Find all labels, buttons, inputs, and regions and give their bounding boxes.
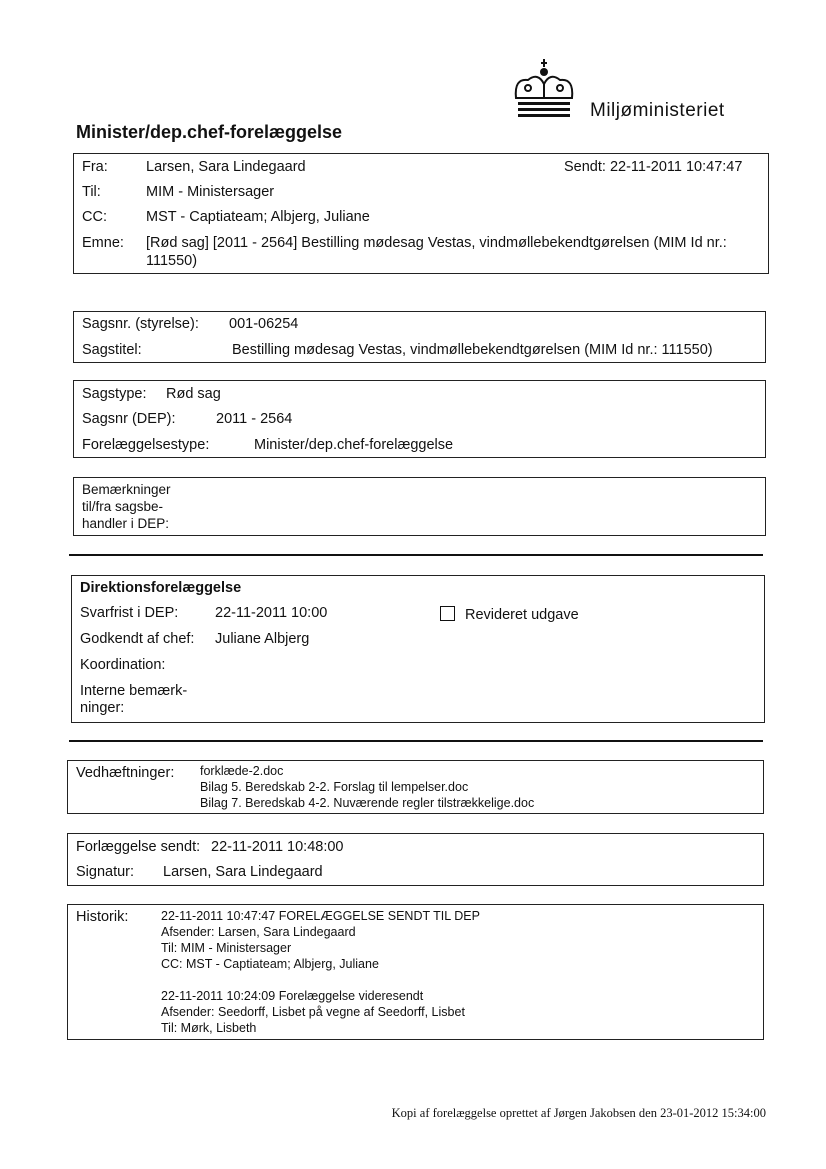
attachments-label: Vedhæftninger: [76,765,175,781]
to-value: MIM - Ministersager [146,184,275,200]
attachment-item: forklæde-2.doc [200,764,284,778]
history-entry-line: Til: MIM - Ministersager [161,941,292,955]
cc-label: CC: [82,209,107,225]
casetype-label: Sagstype: [82,386,147,402]
remarks-line-2: til/fra sagsbe- [82,499,164,514]
signature-label: Signatur: [76,864,135,880]
subject-line-1: [Rød sag] [2011 - 2564] Bestilling mødesag Vestas, vindmøllebekendtgørelsen (MIM Id nr.: [146,235,727,251]
approved-value: Juliane Albjerg [215,631,310,647]
history-entry-line: 22-11-2011 10:24:09 Forelæggelse videresendt [161,989,424,1003]
deadline-label: Svarfrist i DEP: [80,605,179,621]
internal-line-1: Interne bemærk- [80,683,188,699]
case-no-value: 001-06254 [229,316,299,332]
case-title-label: Sagstitel: [82,342,142,358]
from-value: Larsen, Sara Lindegaard [146,159,306,175]
attachment-item: Bilag 7. Beredskab 4-2. Nuværende regler tilstrækkelige.doc [200,796,535,810]
direction-box [71,575,765,723]
deadline-value: 22-11-2011 10:00 [215,605,328,621]
history-entry-line: 22-11-2011 10:47:47 FORELÆGGELSE SENDT TIL DEP [161,909,480,923]
sent-timestamp: Sendt: 22-11-2011 10:47:47 [564,159,743,175]
case-no-label: Sagsnr. (styrelse): [82,316,199,332]
attachment-item: Bilag 5. Beredskab 2-2. Forslag til lempelser.doc [200,780,469,794]
divider-1 [69,554,763,556]
subject-line-2: 111550) [146,253,198,269]
internal-line-2: ninger: [80,700,125,716]
kind-label: Forelæggelsestype: [82,437,210,453]
checkbox-icon[interactable] [440,606,455,621]
case-title-value: Bestilling mødesag Vestas, vindmøllebekendtgørelsen (MIM Id nr.: 111550) [232,342,713,358]
from-label: Fra: [82,159,108,175]
history-entry-line: Til: Mørk, Lisbeth [161,1021,257,1035]
crown-logo-icon [508,58,580,122]
dep-no-label: Sagsnr (DEP): [82,411,176,427]
dep-no-value: 2011 - 2564 [216,411,293,427]
direction-heading: Direktionsforelæggelse [80,580,242,596]
kind-value: Minister/dep.chef-forelæggelse [254,437,454,453]
copy-footer: Kopi af forelæggelse oprettet af Jørgen Jakobsen den 23-01-2012 15:34:00 [391,1106,766,1120]
history-label: Historik: [76,909,129,925]
coordination-label: Koordination: [80,657,166,673]
approved-label: Godkendt af chef: [80,631,195,647]
history-entry-line: Afsender: Larsen, Sara Lindegaard [161,925,356,939]
sent-label: Forlæggelse sendt: [76,839,201,855]
divider-2 [69,740,763,742]
remarks-box [73,477,766,536]
page-title: Minister/dep.chef-forelæggelse [76,122,343,142]
revised-label: Revideret udgave [465,607,579,623]
history-entry-line: Afsender: Seedorff, Lisbet på vegne af Seedorff, Lisbet [161,1005,465,1019]
revised-checkbox[interactable] [440,606,579,623]
cc-value: MST - Captiateam; Albjerg, Juliane [146,209,370,225]
history-entry-line: CC: MST - Captiateam; Albjerg, Juliane [161,957,379,971]
subject-label: Emne: [82,235,124,251]
to-label: Til: [82,184,101,200]
sent-value: 22-11-2011 10:48:00 [211,839,344,855]
remarks-line-3: handler i DEP: [82,516,170,531]
ministry-name: Miljøministeriet [590,100,725,121]
casetype-value: Rød sag [166,386,221,402]
remarks-line-1: Bemærkninger [82,482,171,497]
signature-value: Larsen, Sara Lindegaard [163,864,323,880]
